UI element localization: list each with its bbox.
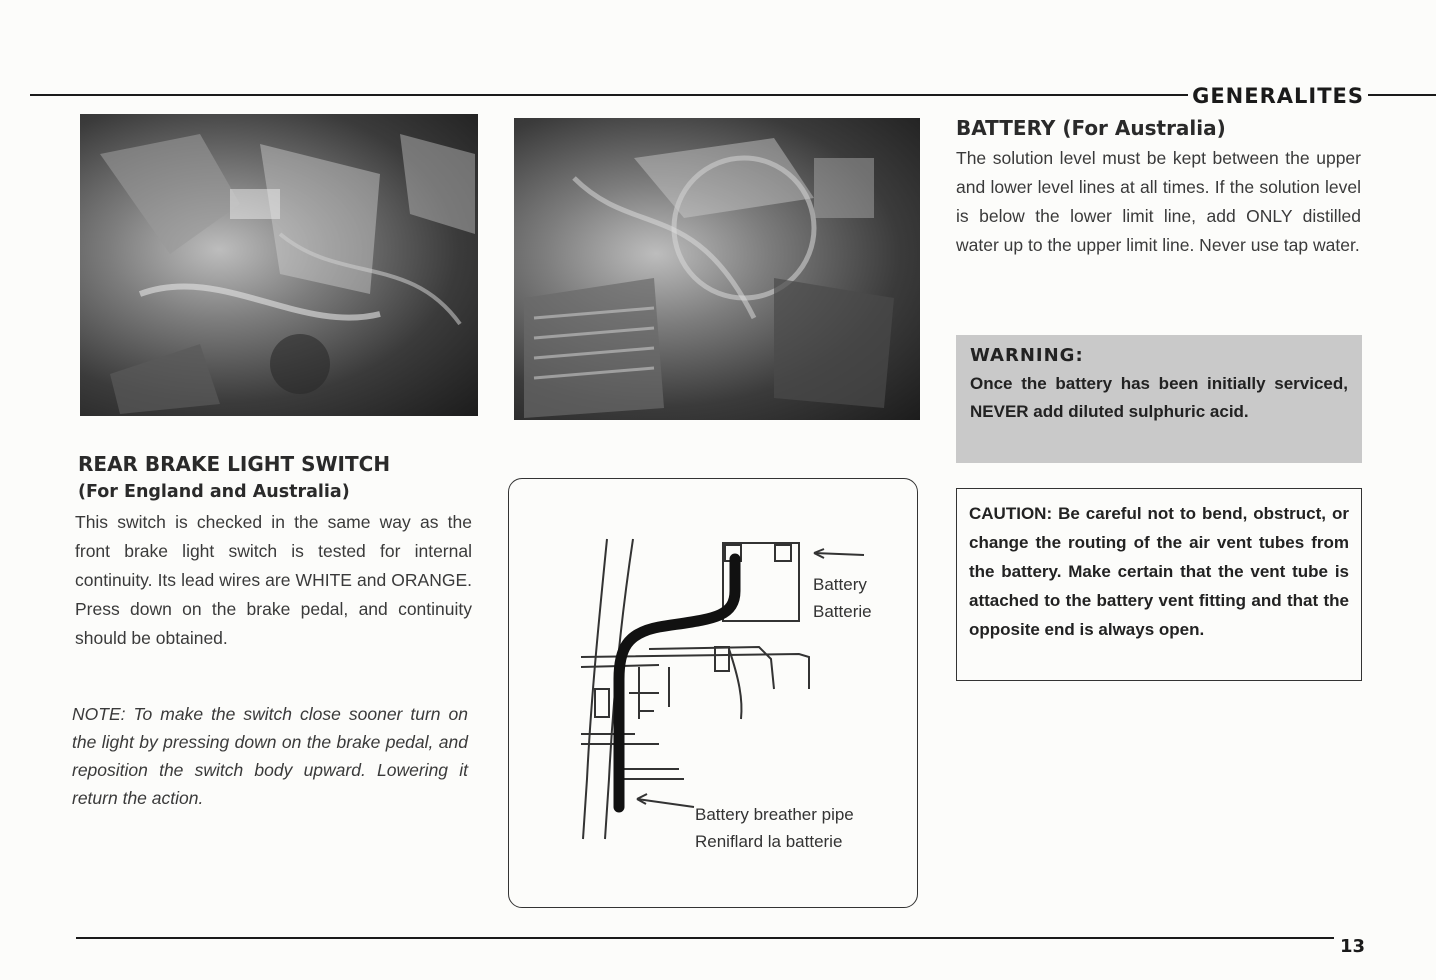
rear-brake-switch-note: NOTE: To make the switch close sooner turn on the light by pressing down on the brake pedal, and reposition the switch body upward. Lowering it return the action.	[72, 704, 468, 808]
caution-text: CAUTION: Be careful not to bend, obstruct, or change the routing of the air vent tubes from the battery. Make certain that the vent tube is attached to the battery vent fitting and that the opposite end is always open.	[969, 504, 1349, 639]
warning-title: WARNING:	[970, 345, 1084, 366]
section-title: GENERALITES	[1188, 84, 1368, 108]
rear-brake-switch-body: This switch is checked in the same way as the front brake light switch is tested for internal continuity. Its lead wires are WHITE and ORANGE. Press down on the brake pedal, and continuity should be obtained.	[75, 512, 472, 648]
breather-pipe-label-fr: Reniflard la batterie	[695, 832, 843, 851]
battery-label	[813, 571, 872, 625]
caution-box	[956, 488, 1362, 681]
warning-box	[956, 335, 1362, 463]
breather-pipe-label	[695, 801, 854, 855]
footer-rule	[76, 937, 1334, 939]
rear-brake-switch-heading: REAR BRAKE LIGHT SWITCH	[78, 452, 391, 476]
rear-brake-switch-subheading: (For England and Australia)	[78, 482, 350, 502]
brake-switch-photo	[80, 114, 478, 416]
battery-photo	[514, 118, 920, 420]
battery-label-fr: Batterie	[813, 602, 872, 621]
battery-breather-diagram	[508, 478, 918, 908]
battery-label-en: Battery	[813, 575, 867, 594]
breather-pipe-label-en: Battery breather pipe	[695, 805, 854, 824]
warning-body: Once the battery has been initially serviced, NEVER add diluted sulphuric acid.	[970, 374, 1348, 421]
battery-heading: BATTERY (For Australia)	[956, 116, 1226, 140]
battery-body: The solution level must be kept between the upper and lower level lines at all times. If the solution level is below the lower limit line, add ONLY distilled water up to the upper limit line. Never use tap water.	[956, 148, 1361, 255]
page-number: 13	[1340, 936, 1366, 957]
